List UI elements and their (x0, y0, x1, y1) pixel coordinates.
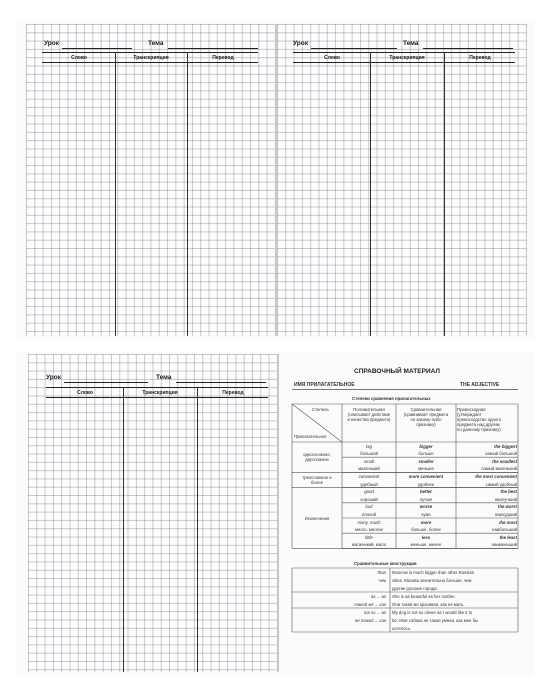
cell-positive: small (363, 458, 375, 464)
table-top-rule (293, 52, 515, 53)
header-corner-degree: Степень (312, 407, 329, 412)
comparison-pattern: такой же ... как (354, 601, 386, 607)
cell-comparative: less (421, 534, 431, 540)
header-positive-text: и качества предмета) (347, 417, 391, 422)
column-header-transcription: Транскрипция (133, 55, 169, 61)
table-top-rule (42, 52, 258, 53)
comparison-example: be. Моя собака не такая умная, как мне бы (392, 617, 479, 623)
cell-comparative: меньше (418, 466, 434, 472)
header-superlative-text: превосходство одного (457, 417, 502, 422)
comparison-pattern: not so ... as (363, 609, 386, 615)
header-comparative-text: (сравнивает предмета (403, 412, 449, 417)
reference-title: СПРАВОЧНЫЙ МАТЕРИАЛ (354, 368, 440, 375)
topic-label: Тема (148, 40, 164, 47)
table-header-rule (293, 62, 515, 63)
group-label: Исключения (304, 515, 330, 521)
spine-fold (277, 354, 279, 672)
column-header-transcription: Транскрипция (389, 55, 425, 61)
topic-line (168, 48, 258, 49)
cell-superlative: the least (499, 534, 517, 540)
cell-comparative: меньше, менее (410, 542, 442, 548)
degrees-table-title: Степени сравнения прилагательных (352, 396, 431, 401)
group-label: односложное, (303, 452, 331, 458)
cell-superlative: самый удобный (485, 481, 517, 487)
group-label: более (310, 480, 324, 485)
cell-comparative: better (420, 489, 432, 495)
cell-positive: big (366, 443, 372, 449)
cell-comparative: больше (418, 451, 434, 457)
lesson-line (62, 48, 132, 49)
comparison-example: My dog is not so clever as I would like it to (392, 609, 473, 615)
cell-positive: many, much (357, 519, 381, 525)
column-divider (370, 52, 371, 336)
comparisons-title: Сравнительные конструкции (354, 561, 417, 566)
group-label: трехсложное и (302, 475, 332, 480)
cell-comparative: smaller (418, 458, 434, 464)
column-header-translation: Перевод (212, 55, 234, 61)
comparison-example: cities. Москва значительно больше, чем (392, 577, 472, 583)
column-header-translation: Перевод (469, 55, 491, 61)
cell-positive: маленький (358, 466, 380, 472)
header-comparative-text: признаку) (416, 422, 436, 427)
cell-superlative: наименьший (491, 542, 517, 548)
cell-superlative: самый большой (485, 451, 517, 457)
header-positive-text: (описывает действие (347, 412, 391, 417)
cell-comparative: worse (419, 504, 433, 510)
lesson-label: Урок (44, 40, 59, 47)
header-positive-text: Положительная (353, 407, 385, 412)
cell-comparative: bigger (419, 443, 433, 449)
cell-superlative: the smallest (492, 458, 517, 464)
lesson-label: Урок (46, 374, 61, 381)
cell-comparative: more convenient (408, 473, 444, 479)
comparison-pattern: than (377, 569, 386, 575)
table-top-rule (46, 387, 268, 388)
cell-positive: bad (365, 504, 373, 510)
cell-comparative: удобнее (417, 481, 435, 487)
top-right-page (277, 24, 527, 336)
cell-positive: много, многие (354, 527, 384, 533)
comparison-example: Moscow is much bigger than other Russian (392, 569, 475, 575)
topic-line (423, 48, 513, 49)
cell-positive: convenient (358, 473, 380, 479)
cell-superlative: наибольший (492, 527, 517, 533)
header-superlative-text: Превосходная (457, 407, 486, 412)
cell-superlative: the best (500, 489, 517, 495)
column-header-word: Слово (324, 55, 340, 61)
column-divider (115, 52, 116, 336)
cell-positive: good (364, 489, 374, 495)
lesson-label: Урок (293, 40, 308, 47)
cell-comparative: more (420, 519, 432, 525)
cell-positive: маленький, мало (351, 542, 387, 548)
cell-superlative: the biggest (494, 443, 517, 449)
cell-comparative: лучше (419, 496, 433, 502)
cell-superlative: наихудший (494, 511, 517, 517)
header-superlative-text: (утверждает (457, 412, 482, 417)
bottom-notebook-spread (16, 352, 534, 677)
cell-superlative: the most convenient (475, 473, 517, 479)
lesson-line (64, 382, 148, 383)
cell-comparative: больше, более (411, 527, 441, 533)
cell-comparative: хуже (421, 511, 431, 517)
column-header-word: Слово (77, 390, 93, 396)
column-divider (187, 52, 188, 336)
cell-superlative: the most (499, 519, 517, 525)
column-divider (197, 387, 198, 672)
column-header-translation: Перевод (222, 390, 244, 396)
cell-superlative: the worst (497, 504, 517, 510)
cell-positive: удобный (360, 481, 378, 487)
top-left-page (26, 24, 276, 336)
reference-page (280, 354, 530, 672)
top-notebook-spread (16, 22, 534, 340)
header-superlative-text: предмета над другим (457, 422, 500, 427)
cell-positive: плохой (361, 511, 377, 517)
comparison-pattern: чем (378, 577, 386, 583)
cell-positive: большой (360, 451, 378, 457)
section-title-ru: ИМЯ ПРИЛАГАТЕЛЬНОЕ (294, 382, 355, 388)
lesson-line (311, 48, 397, 49)
column-divider (444, 52, 445, 336)
header-corner-adjective: Прилагательное (294, 434, 327, 439)
header-comparative-text: по какому-либо (410, 417, 442, 422)
bottom-left-page (28, 354, 278, 672)
cell-superlative: наилучший (494, 496, 517, 502)
header-comparative-text: Сравнительная (410, 407, 442, 412)
comparison-example: Она такая же красивая, как ее мать. (392, 601, 465, 607)
group-label: двусложное (305, 457, 329, 463)
comparison-example: She is as beautiful as her mother. (392, 593, 456, 599)
topic-label: Тема (156, 374, 172, 381)
column-header-transcription: Транскрипция (142, 390, 178, 396)
comparison-example: хотелось. (392, 625, 412, 631)
cell-positive: little (365, 534, 373, 540)
section-title-en: THE ADJECTIVE (460, 382, 500, 388)
cell-superlative: самый маленький (481, 466, 517, 472)
comparison-example: другие русские города. (392, 585, 438, 591)
cell-positive: хороший (360, 496, 378, 502)
table-header-rule (42, 62, 258, 63)
column-divider (123, 387, 124, 672)
topic-line (176, 382, 266, 383)
header-superlative-text: по данному признаку) (457, 427, 501, 432)
table-header-rule (46, 397, 268, 398)
comparison-pattern: не такой ... как (354, 617, 386, 623)
topic-label: Тема (403, 40, 419, 47)
column-header-word: Слово (71, 55, 87, 61)
comparison-pattern: as ... as (370, 593, 386, 599)
